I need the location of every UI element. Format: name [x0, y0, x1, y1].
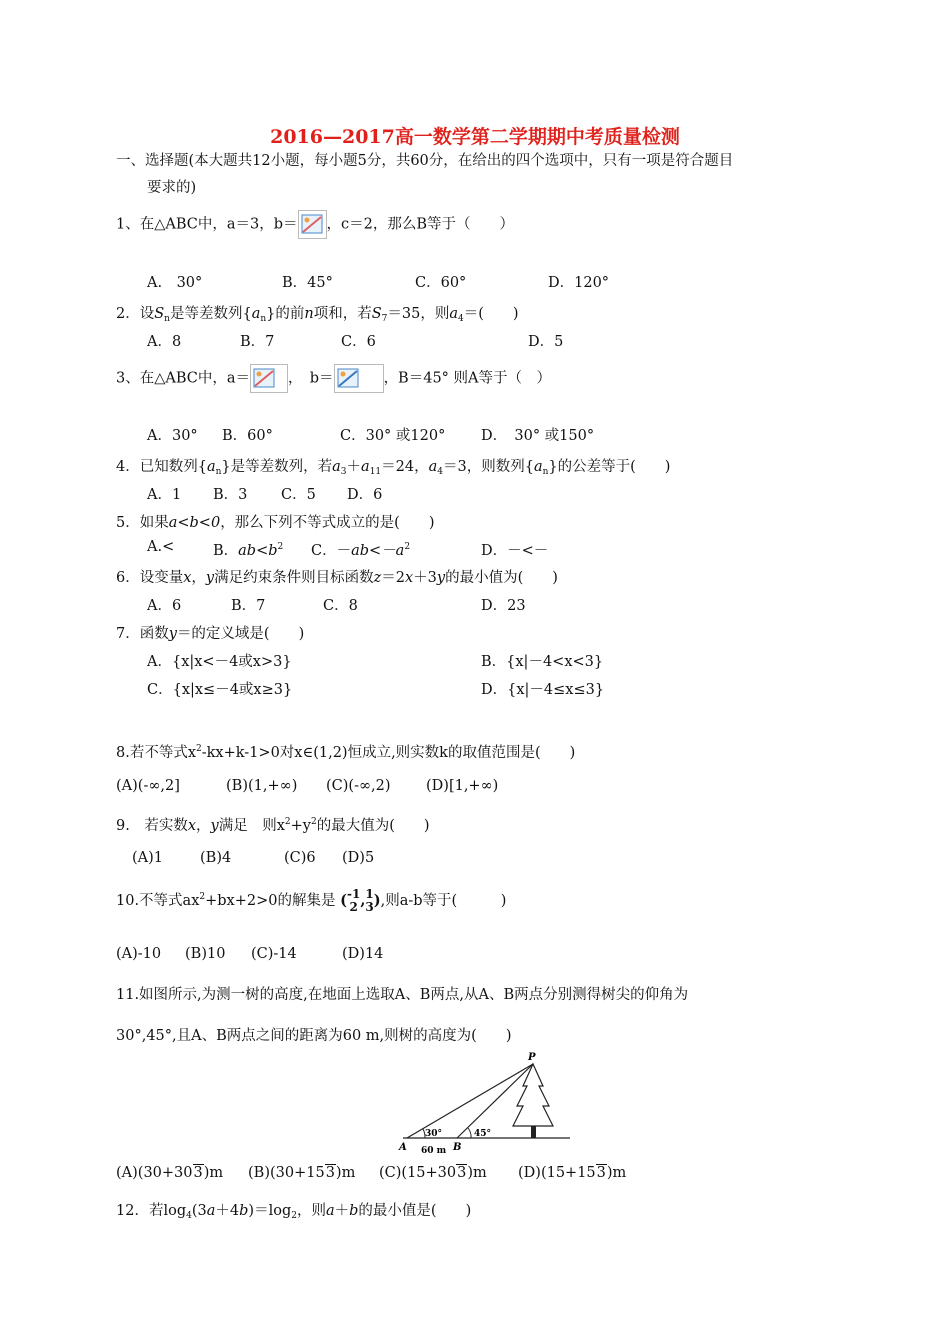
q3-option-d: D． 30° 或150°	[481, 428, 595, 444]
fraction-neg-half: -1 2	[346, 887, 361, 914]
tree-elevation-figure	[395, 1050, 575, 1160]
q3-option-b: B．60°	[222, 428, 273, 444]
q2-option-d: D．5	[528, 334, 564, 350]
question-2: 2．设$S_n$是等差数列$\{a_n\}$的前n项和，若$S_7=35$，则$a_4=$( )	[116, 306, 519, 324]
q2-option-a: A．8	[147, 334, 182, 350]
question-9: 9. 若实数x，y满足 则$x^2+y^2$的最大值为( )	[116, 817, 430, 834]
q4-option-b: B．3	[213, 487, 248, 503]
q10-option-a: (A)-10	[116, 946, 162, 962]
section-heading-line1: 一、选择题(本大题共12小题，每小题5分，共60分，在给出的四个选项中，只有一项是符合题目	[116, 153, 734, 169]
figure-label-b: B	[453, 1142, 462, 1153]
q8-option-c: (C)(-∞,2)	[326, 778, 391, 794]
q4-option-c: C．5	[281, 487, 316, 503]
q7-option-c: C．{x|x≤－4或x≥3}	[147, 682, 293, 698]
q3-option-a: A．30°	[147, 428, 198, 444]
q9-option-a: (A)1	[132, 850, 164, 866]
broken-image-icon	[298, 210, 327, 239]
question-4: 4．已知数列$\{a_n\}$是等差数列，若$a_3+a_{11}=24$，$a_4=3$，则数列$\{a_n\}$的公差等于( )	[116, 459, 671, 477]
q4-option-d: D．6	[347, 487, 383, 503]
q1-option-c: C．60°	[415, 275, 467, 291]
q2-option-b: B．7	[240, 334, 275, 350]
q11-option-a: (A)(30+303)m	[116, 1165, 224, 1181]
figure-label-p: P	[528, 1052, 536, 1063]
q10-option-d: (D)14	[342, 946, 384, 962]
q8-option-b: (B)(1,+∞)	[226, 778, 298, 794]
question-12: 12．若$\log_4(3a+4b)=\log_2$，则a＋b的最小值是( )	[116, 1203, 472, 1221]
q6-option-a: A．6	[147, 598, 182, 614]
q9-option-b: (B)4	[200, 850, 232, 866]
q11-option-b: (B)(30+153)m	[248, 1165, 356, 1181]
figure-angle-30: 30°	[425, 1129, 443, 1139]
page-title: 2016—2017高一数学第二学期期中考质量检测	[270, 126, 680, 148]
q10-option-c: (C)-14	[251, 946, 297, 962]
q9-option-d: (D)5	[342, 850, 375, 866]
fraction-third: 1 3	[365, 887, 374, 914]
question-6: 6．设变量x，y满足约束条件则目标函数z＝2x＋3y的最小值为( )	[116, 570, 558, 586]
q2-option-c: C．6	[341, 334, 376, 350]
q5-option-b: B．$ab<b^2$	[213, 542, 284, 559]
q9-option-c: (C)6	[284, 850, 316, 866]
q1-option-d: D．120°	[548, 275, 610, 291]
question-11-line2: 30°,45°,且A、B两点之间的距离为60 m,则树的高度为( )	[116, 1028, 512, 1044]
question-5: 5．如果a<b<0，那么下列不等式成立的是( )	[116, 515, 435, 531]
q7-option-b: B．{x|－4<x<3}	[481, 654, 604, 670]
figure-label-a: A	[399, 1142, 407, 1153]
section-heading-line2: 要求的)	[147, 180, 197, 196]
broken-image-icon	[334, 364, 384, 393]
figure-angle-45: 45°	[474, 1129, 492, 1139]
broken-image-icon	[250, 364, 288, 393]
q8-option-a: (A)(-∞,2]	[116, 778, 180, 794]
q6-option-b: B．7	[231, 598, 266, 614]
q5-option-c: C．$-ab<-a^2$	[311, 542, 411, 559]
q8-option-d: (D)[1,+∞)	[426, 778, 499, 794]
question-11-line1: 11.如图所示,为测一树的高度,在地面上选取A、B两点,从A、B两点分别测得树尖的仰角为	[116, 987, 689, 1003]
q4-option-a: A．1	[147, 487, 182, 503]
q6-option-d: D．23	[481, 598, 526, 614]
q7-option-d: D．{x|－4≤x≤3}	[481, 682, 605, 698]
question-8: 8.若不等式$x^2-kx+k-1>0$对x∈(1,2)恒成立,则实数k的取值范围是( )	[116, 744, 576, 761]
q5-option-d: D．－<－	[481, 543, 549, 559]
figure-distance: 60 m	[421, 1146, 447, 1156]
q11-option-d: (D)(15+153)m	[518, 1165, 627, 1181]
q1-option-b: B．45°	[282, 275, 333, 291]
question-1: 1、在△ABC中，a＝3，b＝ ，c＝2，那么B等于（ ）	[116, 210, 514, 239]
question-3: 3、在△ABC中，a＝ ， b＝ ，B＝45° 则A等于（ ）	[116, 364, 551, 393]
q1-option-a: A. 30°	[147, 275, 203, 291]
q3-option-c: C．30° 或120°	[340, 428, 446, 444]
question-7: 7．函数y＝的定义域是( )	[116, 626, 305, 642]
q5-option-a: A.<	[147, 539, 175, 555]
q10-option-b: (B)10	[185, 946, 226, 962]
q11-option-c: (C)(15+303)m	[379, 1165, 487, 1181]
q6-option-c: C．8	[323, 598, 358, 614]
question-10: 10.不等式$ax^2+bx+2>0$的解集是 ( -1 2 , 1 3 ),则a-b等于( )	[116, 887, 507, 914]
q7-option-a: A．{x|x<－4或x>3}	[147, 654, 292, 670]
